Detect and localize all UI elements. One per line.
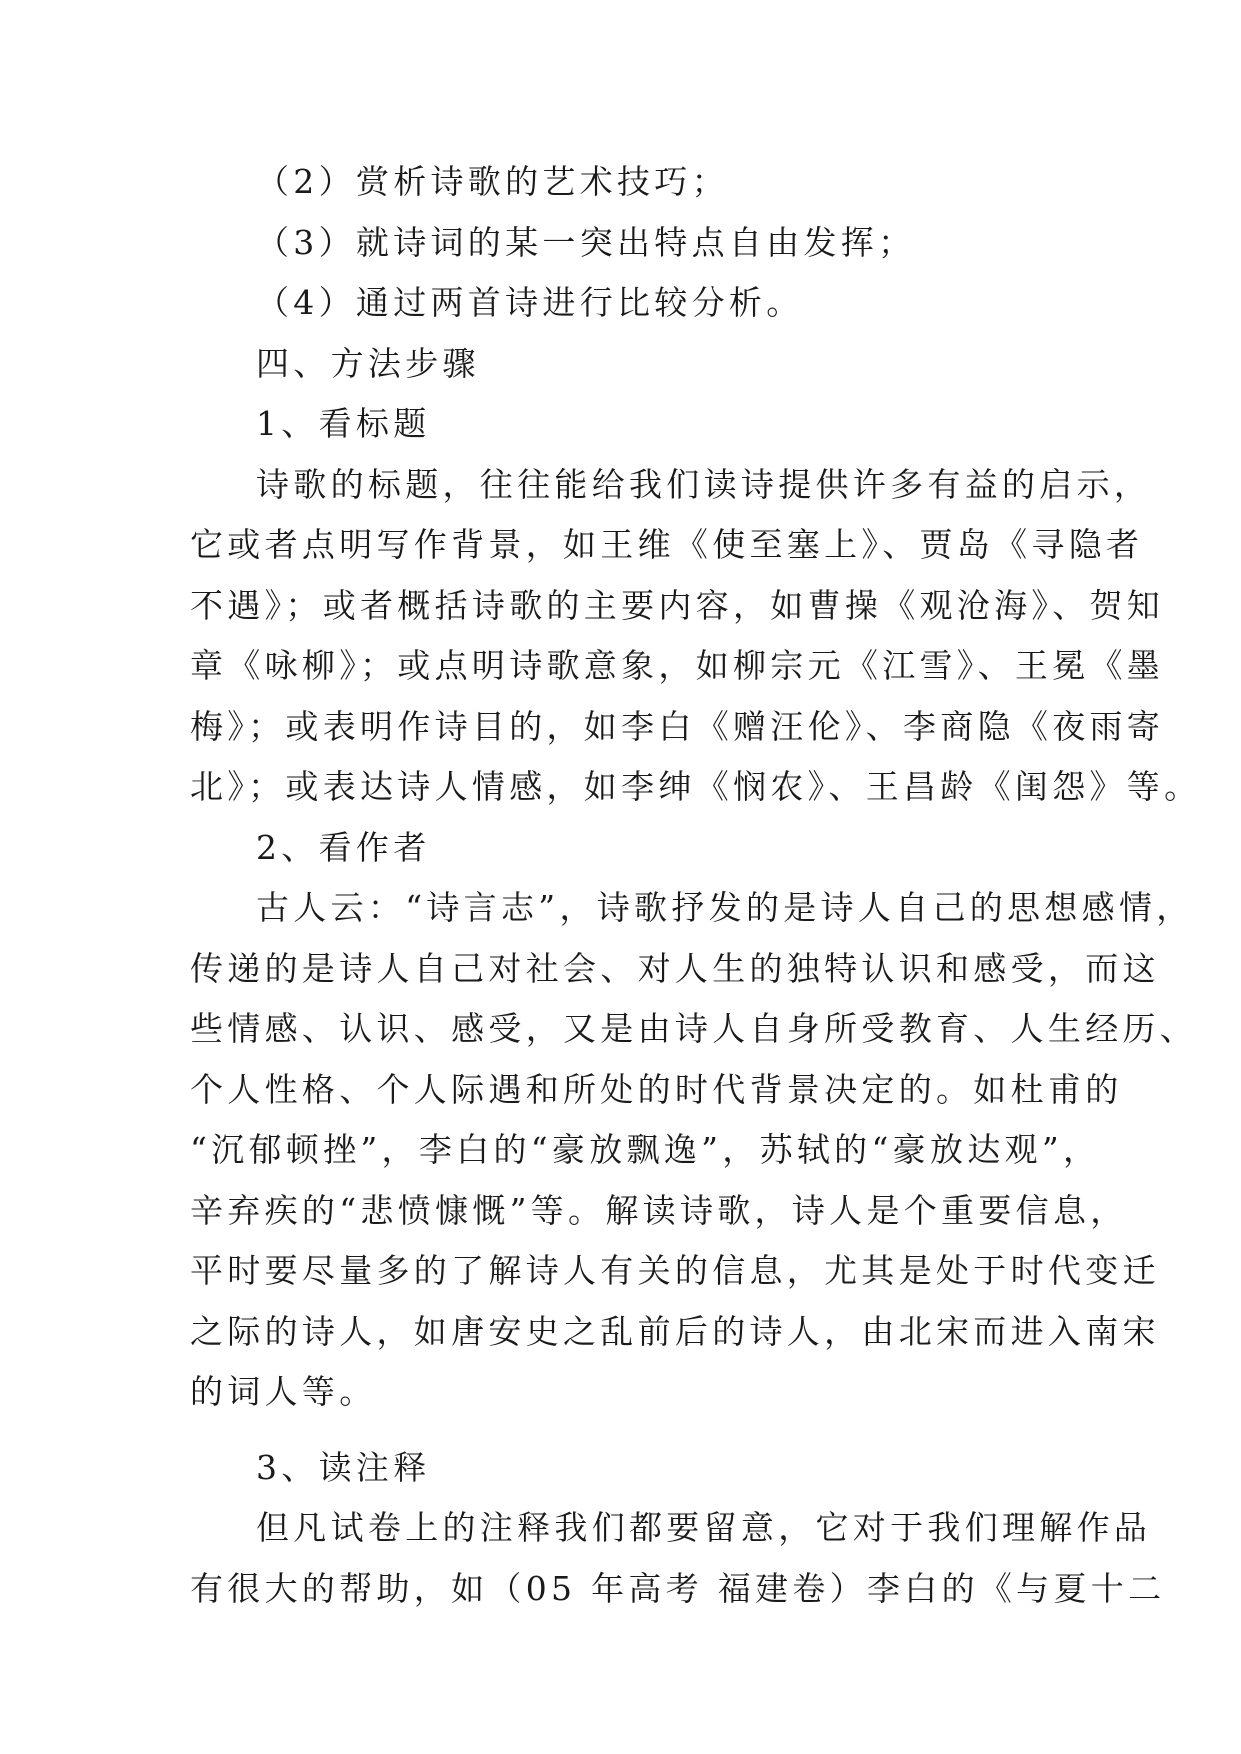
paragraph-spacer bbox=[190, 1423, 1050, 1438]
document-body bbox=[190, 152, 1202, 1619]
paragraph-line: 北》；或表达诗人情感，如李绅《悯农》、王昌龄《闺怨》等。 bbox=[190, 767, 1202, 806]
list-item: （4）通过两首诗进行比较分析。 bbox=[256, 283, 804, 322]
paragraph-line: “沉郁顿挫”，李白的“豪放飘逸”，苏轼的“豪放达观”， bbox=[190, 1130, 1101, 1169]
paragraph-line: 个人性格、个人际遇和所处的时代背景决定的。如杜甫的 bbox=[190, 1069, 1123, 1109]
paragraph-line: 章《咏柳》；或点明诗歌意象，如柳宗元《江雪》、王冕《墨 bbox=[190, 646, 1165, 685]
paragraph-line: 梅》；或表明作诗目的，如李白《赠汪伦》、李商隐《夜雨寄 bbox=[190, 706, 1165, 746]
paragraph-line: 之际的诗人，如唐安史之乱前后的诗人，由北宋而进入南宋 bbox=[190, 1311, 1160, 1351]
paragraph-line: 平时要尽量多的了解诗人有关的信息，尤其是处于时代变迁 bbox=[190, 1251, 1160, 1290]
step-heading: 2、看作者 bbox=[256, 827, 431, 867]
paragraph-line: 诗歌的标题，往往能给我们读诗提供许多有益的启示， bbox=[256, 464, 1152, 504]
paragraph-line: 的词人等。 bbox=[190, 1372, 377, 1411]
paragraph-line: 它或者点明写作背景，如王维《使至塞上》、贾岛《寻隐者 bbox=[190, 525, 1144, 564]
paragraph-line: 有很大的帮助，如（05 年高考 福建卷）李白的《与夏十二 bbox=[190, 1568, 1166, 1608]
paragraph-line: 不遇》；或者概括诗歌的主要内容，如曹操《观沧海》、贺知 bbox=[190, 585, 1165, 625]
section-heading: 四、方法步骤 bbox=[256, 343, 480, 383]
step-heading: 1、看标题 bbox=[256, 404, 431, 443]
paragraph-line: 辛弃疾的“悲愤慷慨”等。解读诗歌，诗人是个重要信息， bbox=[190, 1190, 1128, 1230]
paragraph-line: 但凡试卷上的注释我们都要留意，它对于我们理解作品 bbox=[256, 1508, 1152, 1547]
list-item: （3）就诗词的某一突出特点自由发挥； bbox=[256, 222, 916, 262]
paragraph-line: 古人云：“诗言志”，诗歌抒发的是诗人自己的思想感情， bbox=[256, 888, 1194, 927]
paragraph-line: 传递的是诗人自己对社会、对人生的独特认识和感受，而这 bbox=[190, 948, 1160, 988]
paragraph-line: 些情感、认识、感受，又是由诗人自身所受教育、人生经历、 bbox=[190, 1009, 1198, 1048]
step-heading: 3、读注释 bbox=[256, 1447, 431, 1487]
list-item: （2）赏析诗歌的艺术技巧； bbox=[256, 162, 729, 201]
